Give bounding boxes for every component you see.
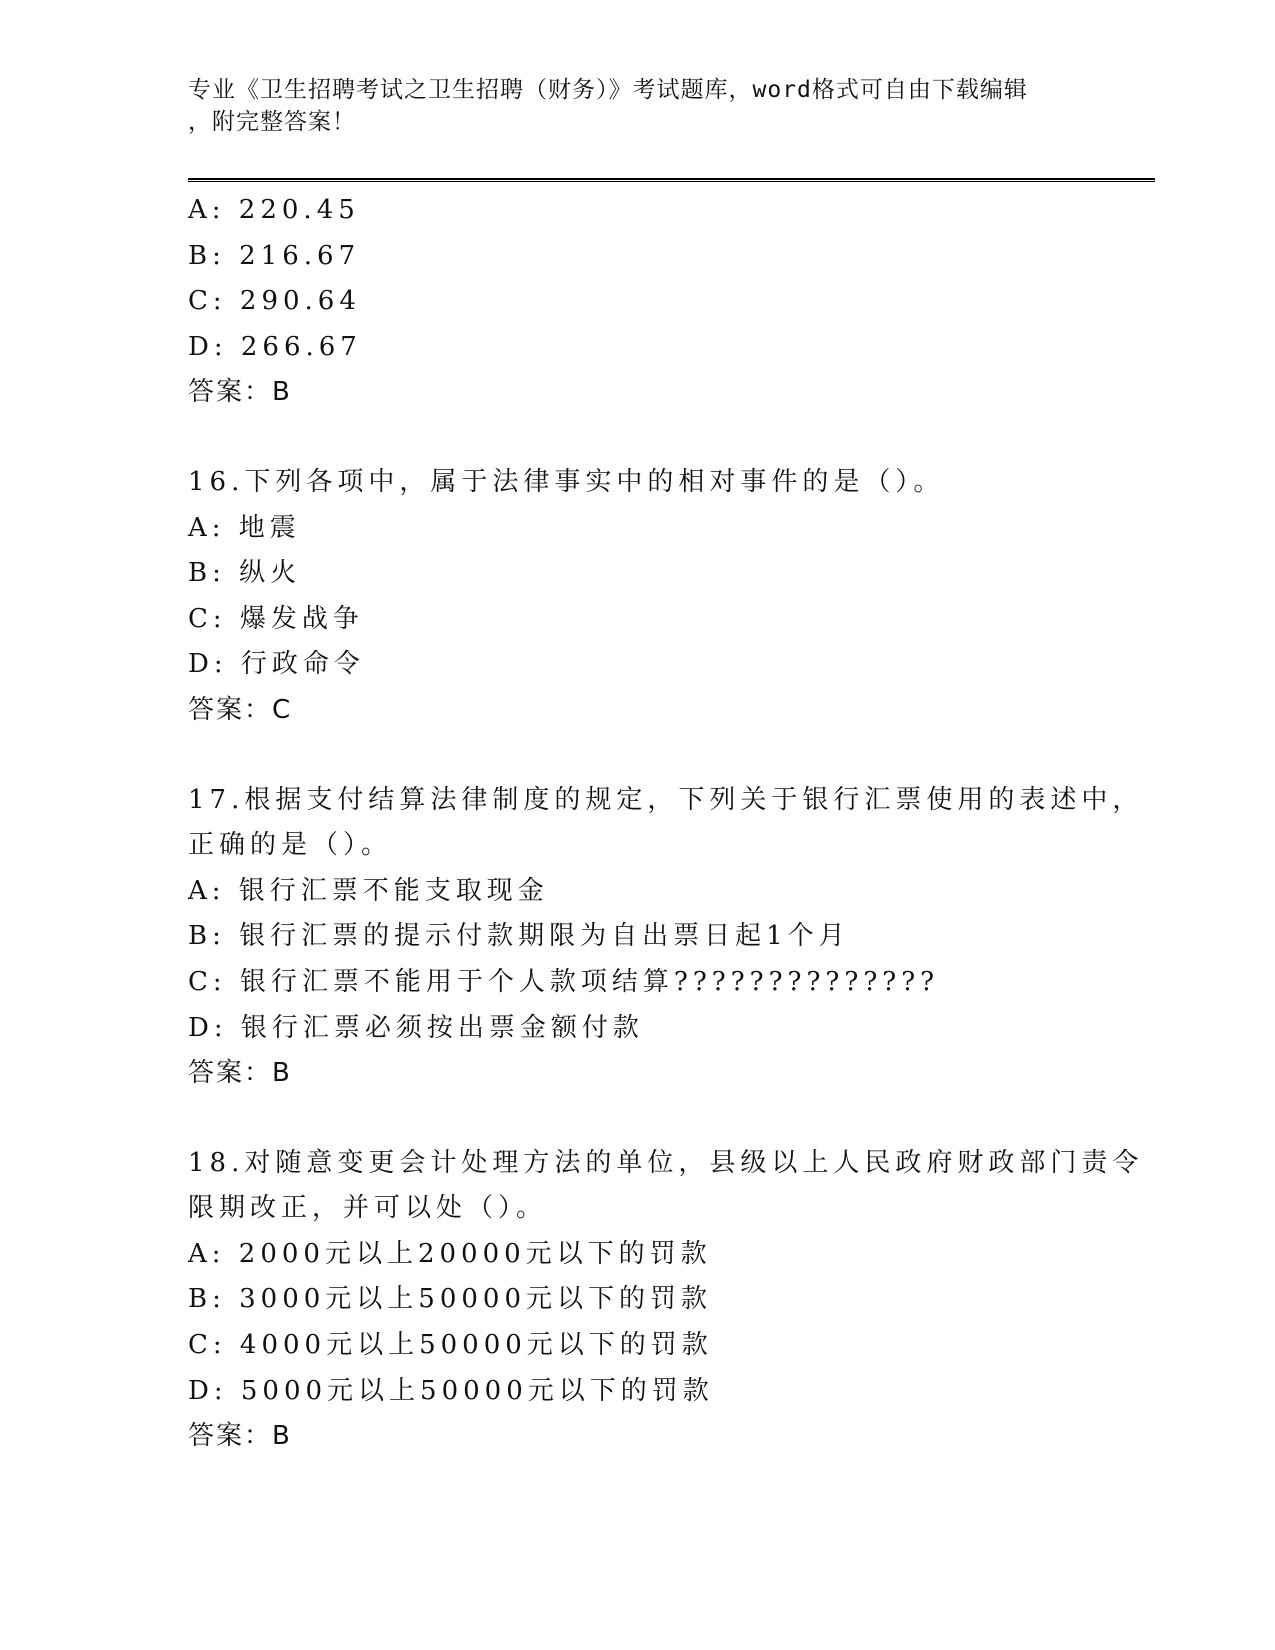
question-stem: 18.对随意变更会计处理方法的单位，县级以上人民政府财政部门责令 (188, 1147, 1144, 1178)
option-d: D: 266.67 (188, 331, 362, 362)
question-stem: 17.根据支付结算法律制度的规定，下列关于银行汇票使用的表述中， (188, 784, 1144, 815)
answer: 答案：C (188, 694, 293, 725)
document-header (188, 74, 1068, 138)
option-b: B: 纵火 (188, 558, 302, 589)
header-line: 专业《卫生招聘考试之卫生招聘（财务）》考试题库，word格式可自由下载编辑 (188, 77, 1028, 103)
question-block (188, 1141, 1144, 1460)
header-line: ，附完整答案！ (188, 109, 356, 135)
question-stem: 正确的是（）。 (188, 830, 393, 861)
option-c: C: 爆发战争 (188, 603, 364, 634)
answer: 答案：B (188, 377, 292, 408)
option-c: C: 银行汇票不能用于个人款项结算?????????????? (188, 966, 940, 997)
answer: 答案：B (188, 1421, 292, 1452)
option-d: D: 行政命令 (188, 649, 365, 680)
option-a: A: 银行汇票不能支取现金 (188, 875, 549, 906)
question-block (188, 460, 1088, 734)
question-block (188, 778, 1144, 1097)
question-list (188, 188, 1144, 1504)
option-d: D: 5000元以上50000元以下的罚款 (188, 1375, 714, 1406)
answer: 答案：B (188, 1058, 292, 1089)
option-c: C: 290.64 (188, 286, 361, 317)
question-block (188, 188, 1088, 416)
option-a: A: 地震 (188, 512, 301, 543)
option-c: C: 4000元以上50000元以下的罚款 (188, 1330, 713, 1361)
question-stem: 限期改正，并可以处（）。 (188, 1193, 548, 1224)
option-a: A: 2000元以上20000元以下的罚款 (188, 1238, 712, 1269)
header-divider (188, 178, 1155, 182)
option-b: B: 216.67 (188, 240, 361, 271)
option-b: B: 3000元以上50000元以下的罚款 (188, 1284, 713, 1315)
option-b: B: 银行汇票的提示付款期限为自出票日起1个月 (188, 921, 850, 952)
option-d: D: 银行汇票必须按出票金额付款 (188, 1012, 644, 1043)
option-a: A: 220.45 (188, 195, 360, 225)
question-stem: 16.下列各项中，属于法律事实中的相对事件的是（）。 (188, 466, 945, 497)
